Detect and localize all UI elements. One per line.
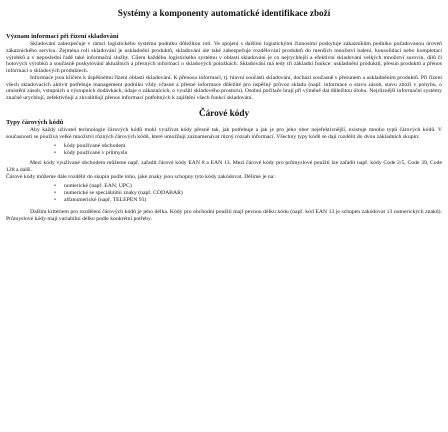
paragraph-barcode-examples: Mezi kódy využívané obchodem můžeme např. zařadit čárové kódy EAN 8 a EAN 13. Mezi čárové kódy pro průmyslové použití lze zařadit např. kódy Code 2/5, Code 39, Code 128 a další. — [6, 160, 442, 173]
paragraph-storage-role: Skladování zabezpečuje v rámci logistického systému podniku důležitou roli. Ve spojení s dalšími logistickými činnostmi poskytuje zákazníkům podniku požadovanou úroveň zákaznického servisu. Zejména roli skladování je uskladnění produktů, skladování ale také zabezpečuje rozdělování produktů do menších množství balení, konsolidaci nebo kompletaci výrobků a v neposlední řadě také informační služby. Cílem každého logistického systému v oblasti skladování je co nejrychlejší a efektivní skladování velkých množství surovin, dílů či hotových výrobků a současně poskytování aktuálních a přesných informací o skladových položkách. Skladování má tedy tři základní funkce: uskladnění produktů, přesun produktů a přenos informací o skladových produktech. — [6, 41, 442, 74]
list-barcode-kinds — [6, 183, 442, 204]
list-item: • numerické (např. EAN, UPC) — [64, 183, 442, 190]
paragraph-barcode-division: Čárové kódy můžeme dále rozdělit do skupin podle toho, jaké znaky jsou schopny tyto kódy zakódovat. Dělíme je na: — [6, 173, 275, 180]
section-heading-storage-info: Význam informací při řízení skladování — [6, 33, 119, 40]
list-item: • numerické se speciálními znaky (např. CODABAR) — [64, 190, 442, 197]
paragraph-information-key: Informace jsou klíčem k úspěšnému řízení oblasti skladování. K přenosu informací, tj. hlavní součásti skladování, dochází současně s přesunem a uskladněním produktů. Při řízení všech skladovacích aktivit potřebuje management podniku vždy včasné a přesné informace důležité pro úspěšný průvoz skladu (např. informace o stavu zásob, stavu zboží v pohybu, o umístění zásob, vstupních a výstupních dodávkách, údaje o zákaznících, o využití skladového prostoru). Osobní počítače hrají při výměně dat důležitou úlohu. Nejrůznější informační systémy značně urychlují, zefektivňují a zkvalitňují přenos informací potřebných k zajištění všech funkcí skladování. — [6, 74, 442, 101]
subheading-barcode-types: Typy čárových kódů — [6, 118, 64, 126]
document-title: Systémy a komponenty automatické identifikace zboží — [117, 8, 331, 18]
section-heading-barcodes: Čárové kódy — [198, 107, 250, 118]
list-item: • kódy používané v průmyslu — [64, 150, 442, 157]
paragraph-barcode-length: Dalším kritériem pro rozdělení čárových kódů je jeho délka. Kódy pro obchodní použití mají pevnou délku kódu (např. kód EAN 13 je schopen zakódovat 13 numerických znaků). Průmyslové kódy mají variabilní délku podle konkrétní potřeby. — [6, 209, 442, 222]
list-item: • kódy používané obchodem — [64, 143, 442, 150]
list-item: • alfanumerické (např. TELEPEN 93) — [64, 197, 442, 204]
paragraph-barcode-intro: Aby každý uživatel technologie čárových kódů mohl využívat kódy přesně tak, jak potřebuje a jak je pro jeho obor nejefektivnější, existuje mnoho typů čárových kódů. V současnosti se používá velké množství různých čárových kódů, které umožňují zaznamenávat různý rozsah informací. Všechny typy kódů se dají rozdělit do dvou základních skupin: — [6, 126, 442, 140]
list-barcode-groups — [6, 143, 442, 157]
